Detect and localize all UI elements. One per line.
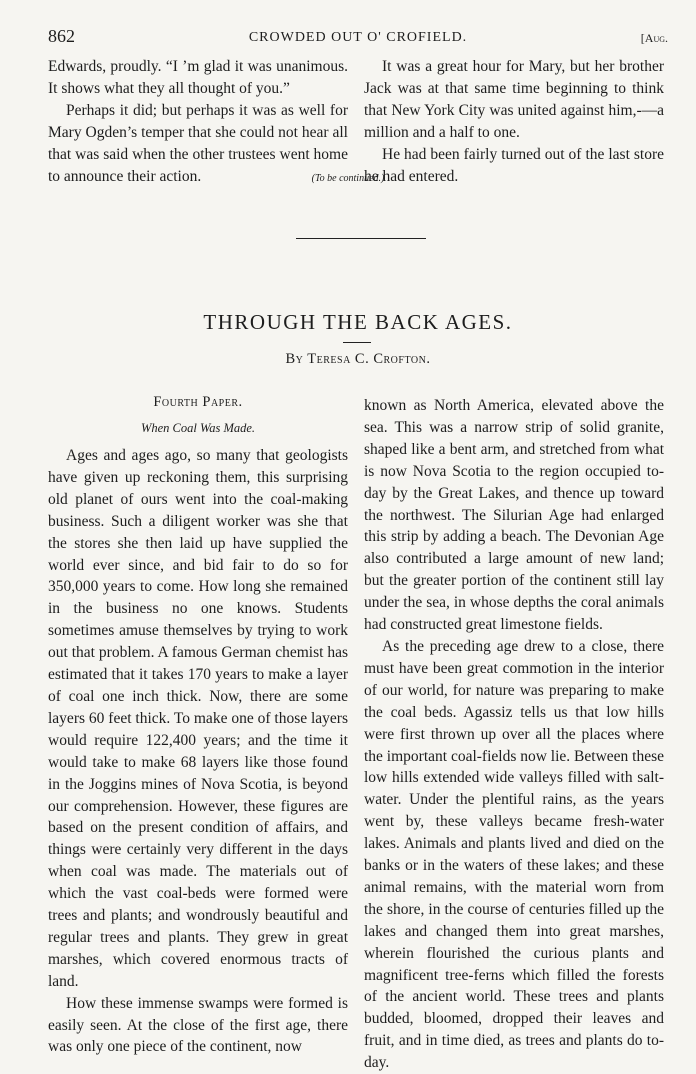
continued-story-left-column [48,56,348,187]
article-byline: By Teresa C. Crofton. [285,351,431,367]
continued-note: (To be continued.) [311,173,385,184]
article-paragraph: As the preceding age drew to a close, there must have been great commotion in the interior of our world, for nature was preparing to make the coal beds. Agassiz tells us that low hills were first thrown up over all the places where the important coal-fields now lie. Between these low hills extended wide valleys filled with salt-water. Under the plentiful rains, as the years went by, these valleys became fresh-water lakes. Animals and plants lived and died on the banks or in the waters of these lakes; and these animal remains, with the material worn from the shore, in the course of centuries filled up the lakes and changed them into great marshes, wherein flourished the curious plants and magnificent tree-ferns which filled the forests of the ancient world. These trees and plants budded, bloomed, dropped their leaves and fruit, and in time died, as trees and plants do to-day. [364,637,665,1072]
story-paragraph: It was a great hour for Mary, but her brother Jack was at that same time beginning to think that New York City was united against him,-—a million and a half to one. [364,58,664,141]
header-month: [Aug. [640,31,668,45]
story-paragraph: Perhaps it did; but perhaps it was as well for Mary Ogden’s temper that she could not hear all that was said when the other trustees went home to announce their action. [48,101,348,185]
story-paragraph: Edwards, proudly. “I ’m glad it was unanimous. It shows what they all thought of you.” [48,58,348,97]
title-divider [343,342,371,343]
page-number: 862 [48,26,75,46]
section-heading: Fourth Paper. [153,394,243,410]
story-paragraph: He had been fairly turned out of the last store he had entered. [364,145,664,185]
article-title: THROUGH THE BACK AGES. [203,310,513,334]
page-header [48,26,668,50]
article-left-column [48,445,348,1058]
section-divider [296,238,426,239]
section-subheading: When Coal Was Made. [140,421,256,435]
article-paragraph: How these immense swamps were formed is easily seen. At the close of the first age, there was only one piece of the continent, now [48,994,348,1056]
article-right-column [364,395,664,1074]
running-title: CROWDED OUT O' CROFIELD. [248,30,468,45]
continued-story-right-column [364,56,664,187]
article-paragraph: known as North America, elevated above the sea. This was a narrow strip of solid granite, shaped like a bent arm, and stretched from what is now Nova Scotia to the region occupied to-day by the Great Lakes, and thence up toward the northwest. The Silurian Age had enlarged this strip by adding a beach. The Devonian Age also contributed a large amount of new land; but the greater portion of the continent still lay under the sea, in whose depths the coral animals had constructed great limestone fields. [364,397,664,634]
article-paragraph: Ages and ages ago, so many that geologists have given up reckoning them, this surprising old planet of ours went into the coal-making business. Such a diligent worker was she that the stores she then laid up have supplied the world ever since, and bid fair to do so for 350,000 years to come. How long she remained in the business no one knows. Students sometimes amuse themselves by trying to work out that problem. A famous German chemist has estimated that it takes 170 years to make a layer of coal one inch thick. Now, there are some layers 60 feet thick. To make one of those layers would require 122,400 years; and the time it would take to make 68 layers like those found in the Joggins mines of Nova Scotia, is beyond our comprehension. However, these figures are based on the present condition of affairs, and things were certainly very different in the days when coal was made. The materials out of which the vast coal-beds were formed were trees and plants; and wondrously beautiful and regular trees and plants. They grew in great marshes, which covered enormous tracts of land. [48,447,348,990]
